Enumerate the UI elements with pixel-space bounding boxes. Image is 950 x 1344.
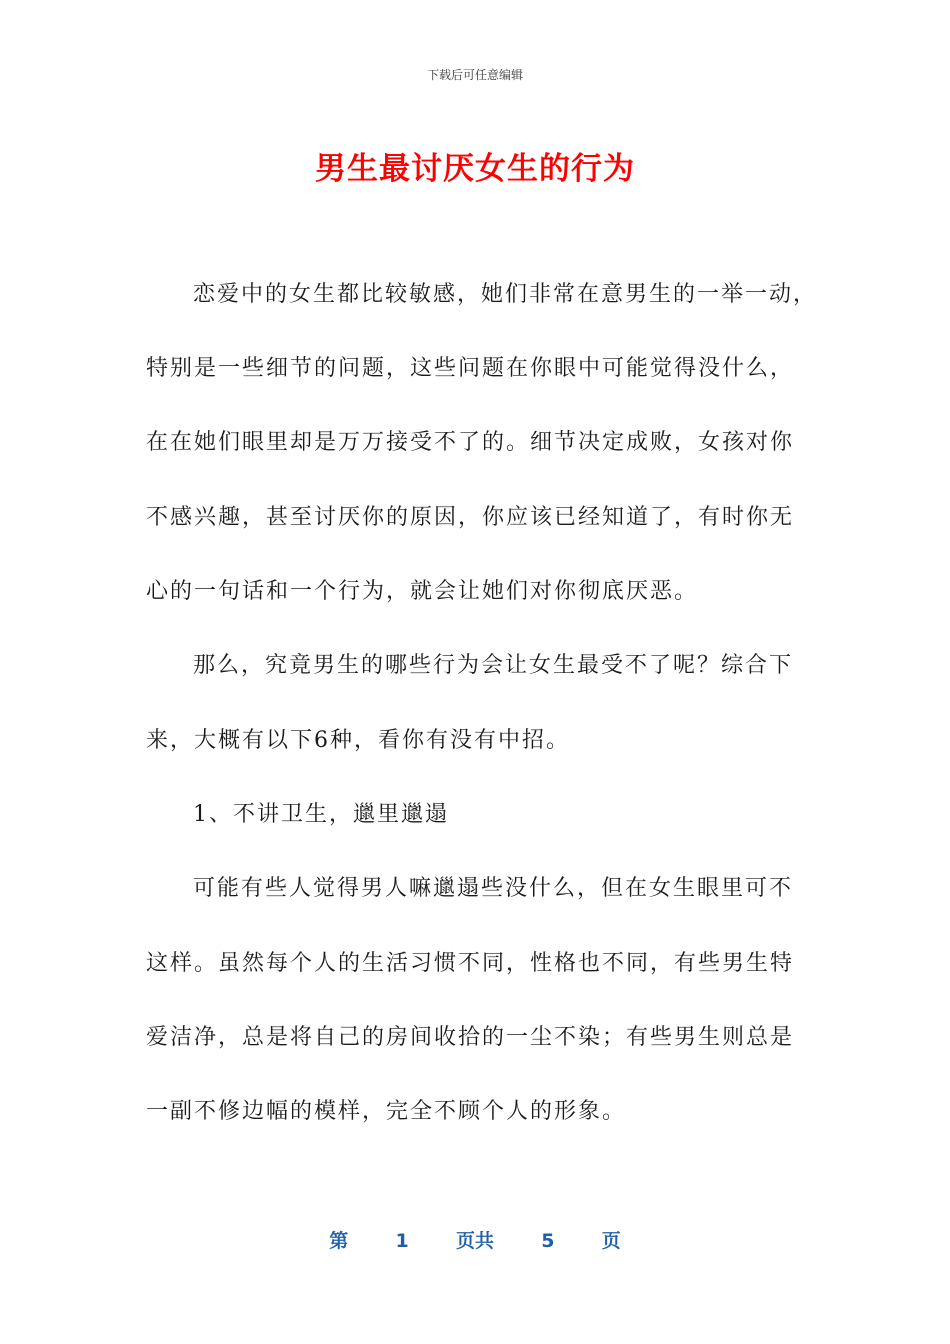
paragraph-1-line-3: 在在她们眼里却是万万接受不了的。细节决定成败，女孩对你 bbox=[146, 430, 795, 455]
footer-page-number: 1 bbox=[395, 1230, 409, 1252]
paragraph-3-line-1: 可能有些人觉得男人嘛邋遢些没什么，但在女生眼里可不 bbox=[193, 876, 794, 901]
footer-page-suffix: 页 bbox=[601, 1230, 621, 1252]
paragraph-1-line-1: 恋爱中的女生都比较敏感，她们非常在意男生的一举一动， bbox=[193, 282, 818, 307]
paragraph-2-line-2: 来，大概有以下6种，看你有没有中招。 bbox=[146, 728, 570, 753]
paragraph-2-line-1: 那么，究竟男生的哪些行为会让女生最受不了呢？综合下 bbox=[193, 653, 794, 678]
paragraph-3-line-2: 这样。虽然每个人的生活习惯不同，性格也不同，有些男生特 bbox=[146, 951, 795, 976]
header-note: 下载后可任意编辑 bbox=[426, 68, 523, 82]
paragraph-1-line-4: 不感兴趣，甚至讨厌你的原因，你应该已经知道了，有时你无 bbox=[146, 505, 795, 530]
page-footer bbox=[0, 1226, 950, 1253]
footer-page-mid: 页共 bbox=[455, 1230, 494, 1252]
footer-page-prefix: 第 bbox=[329, 1230, 349, 1252]
footer-page-total: 5 bbox=[541, 1230, 555, 1252]
paragraph-3-line-3: 爱洁净，总是将自己的房间收拾的一尘不染；有些男生则总是 bbox=[146, 1025, 795, 1050]
paragraph-3-line-4: 一副不修边幅的模样，完全不顾个人的形象。 bbox=[146, 1099, 627, 1124]
document-title: 男生最讨厌女生的行为 bbox=[315, 151, 635, 187]
section-heading-1: 1、不讲卫生，邋里邋遢 bbox=[193, 802, 449, 827]
paragraph-1-line-5: 心的一句话和一个行为，就会让她们对你彻底厌恶。 bbox=[146, 579, 699, 604]
paragraph-1-line-2: 特别是一些细节的问题，这些问题在你眼中可能觉得没什么， bbox=[146, 356, 795, 381]
